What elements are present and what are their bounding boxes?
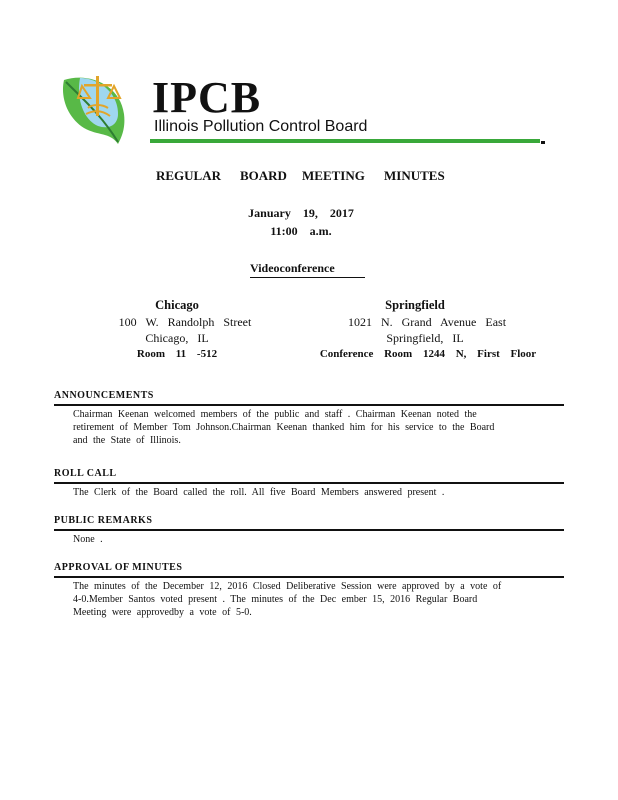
section-body-approval-of-minutes <box>73 580 538 619</box>
header-rule-end-mark <box>541 141 545 144</box>
title-word: BOARD <box>240 168 287 183</box>
body-line: The minutes of the December 12, 2016 Closed Deliberative Session were approved by a vote of <box>73 581 502 592</box>
section-body-public-remarks <box>73 533 538 546</box>
body-line: None . <box>73 534 103 545</box>
location-name: Springfield <box>385 298 445 312</box>
leaf-scales-icon <box>58 70 130 146</box>
title-word: MINUTES <box>384 168 445 183</box>
body-line: Chairman Keenan welcomed members of the public and staff . Chairman Keenan noted the <box>73 409 477 420</box>
body-line: 4-0.Member Santos voted present . The minutes of the Dec ember 15, 2016 Regular Board <box>73 594 478 605</box>
location-city: Springfield, IL <box>386 331 464 345</box>
body-line: Meeting were approvedby a vote of 5-0. <box>73 607 252 618</box>
title-word: MEETING <box>302 168 365 183</box>
location-city: Chicago, IL <box>145 331 209 345</box>
meeting-time: 11:00 a.m. <box>270 224 332 238</box>
location-street: 1021 N. Grand Avenue East <box>347 315 507 329</box>
body-line: and the State of Illinois. <box>73 435 181 446</box>
location-street: 100 W. Randolph Street <box>118 315 252 329</box>
location-room: Conference Room 1244 N, First Floor <box>319 348 537 360</box>
section-heading-approval-of-minutes: APPROVAL OF MINUTES <box>54 562 183 573</box>
section-heading-public-remarks: PUBLIC REMARKS <box>54 515 153 526</box>
org-abbreviation: IPCB <box>152 73 262 122</box>
org-name: Illinois Pollution Control Board <box>154 118 368 135</box>
title-word: REGULAR <box>156 168 222 183</box>
location-room: Room 11 -512 <box>136 348 218 360</box>
section-body-roll-call <box>73 486 538 499</box>
section-divider <box>54 482 564 484</box>
section-heading-announcements: ANNOUNCEMENTS <box>54 390 154 401</box>
ipcb-logo <box>58 70 130 146</box>
body-line: The Clerk of the Board called the roll. All five Board Members answered present . <box>73 487 445 498</box>
section-divider <box>54 404 564 406</box>
section-body-announcements <box>73 408 538 447</box>
meeting-format: Videoconference <box>250 261 365 278</box>
section-heading-roll-call: ROLL CALL <box>54 468 117 479</box>
document-title <box>0 168 618 184</box>
section-divider <box>54 529 564 531</box>
header-divider <box>150 139 540 143</box>
section-divider <box>54 576 564 578</box>
location-name: Chicago <box>155 298 199 312</box>
meeting-date: January 19, 2017 <box>248 206 354 220</box>
body-line: retirement of Member Tom Johnson.Chairman Keenan thanked him for his service to the Board <box>73 422 495 433</box>
